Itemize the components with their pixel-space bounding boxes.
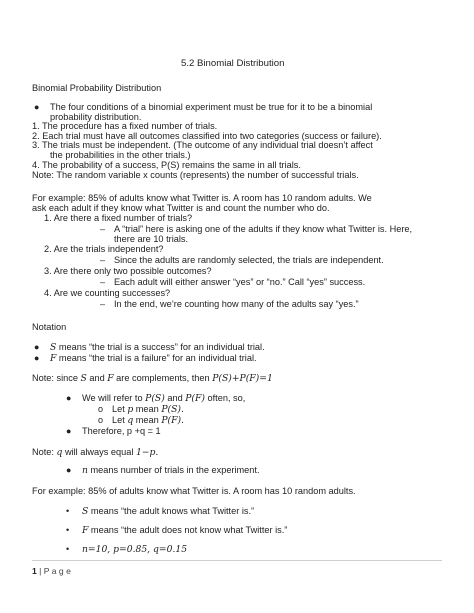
math-expr: P(S): [145, 393, 165, 404]
bullet-icon: ●: [34, 102, 40, 112]
condition-item: 4. The probability of a success, P(S) remains the same in all trials.: [32, 160, 301, 170]
math-var: S: [80, 373, 87, 384]
footer-divider: [32, 560, 442, 561]
circle-bullet-icon: o: [98, 415, 104, 425]
dash-icon: –: [100, 224, 106, 234]
let-p-line: [112, 404, 184, 415]
answer-text: Each adult will either answer “yes” or “no.” Call “yes” success.: [114, 277, 366, 287]
text: Let: [112, 415, 128, 425]
math-var: n: [82, 465, 88, 476]
text: will always equal: [62, 447, 136, 457]
footer-separator: |: [36, 566, 44, 576]
condition-item: 1. The procedure has a fixed number of trials.: [32, 121, 218, 131]
bullet-icon: ●: [66, 465, 72, 475]
text: means number of trials in the experiment.: [87, 465, 260, 475]
math-var: S: [82, 506, 89, 517]
notation-s-text: means “the trial is a success” for an individual trial.: [56, 342, 265, 352]
bullet-icon: ●: [66, 393, 72, 403]
note-text: Note: The random variable x counts (represents) the number of successful trials.: [32, 170, 359, 180]
circle-bullet-icon: o: [98, 404, 104, 414]
complement-note: [32, 373, 273, 384]
example-params: [82, 544, 187, 555]
intro-line: The four conditions of a binomial experiment must be true for it to be a binomial: [50, 102, 373, 112]
answer-text: A “trial” here is asking one of the adults if they know what Twitter is. Here,: [114, 224, 413, 234]
bullet-icon: ●: [34, 353, 40, 363]
notation-heading: Notation: [32, 322, 67, 332]
dash-icon: –: [100, 299, 106, 309]
text: We will refer to: [82, 393, 146, 403]
bullet-icon: •: [66, 544, 70, 554]
page-footer: [32, 566, 71, 576]
example-text: ask each adult if they know what Twitter is and count the number who do.: [32, 203, 330, 213]
answer-text: Since the adults are randomly selected, the trials are independent.: [114, 255, 384, 265]
section-heading: Binomial Probability Distribution: [32, 83, 162, 93]
let-q-line: [112, 415, 184, 426]
condition-item: the probabilities in the other trials.): [50, 150, 191, 160]
notation-s: [50, 342, 265, 353]
notation-f: [50, 353, 257, 364]
math-var: q: [56, 447, 63, 458]
question-item: 3. Are there only two possible outcomes?: [44, 266, 212, 276]
math-var: F: [50, 353, 57, 364]
question-item: 1. Are there a fixed number of trials?: [44, 213, 193, 223]
question-item: 4. Are we counting successes?: [44, 288, 171, 298]
page-number: 1: [32, 566, 37, 576]
refer-line: [82, 393, 245, 404]
text: mean: [133, 404, 162, 414]
text: means “the adult does not know what Twitter is.”: [88, 525, 288, 535]
condition-item: 3. The trials must be independent. (The outcome of any individual trial doesn’t affect: [32, 140, 373, 150]
math-expr: P(S).: [161, 404, 184, 415]
text: are complements, then: [113, 373, 213, 383]
text: and: [86, 373, 108, 383]
math-var: F: [82, 525, 89, 536]
math-expr: n=10, p=0.85, q=0.15: [82, 544, 188, 555]
condition-item: 2. Each trial must have all outcomes classified into two categories (success or failure).: [32, 131, 382, 141]
answer-text: there are 10 trials.: [114, 234, 189, 244]
text: Note:: [32, 447, 57, 457]
question-item: 2. Are the trials independent?: [44, 244, 164, 254]
notation-f-text: means “the trial is a failure” for an individual trial.: [56, 353, 257, 363]
text: and: [164, 393, 186, 403]
bullet-icon: •: [66, 525, 70, 535]
math-expr: P(F): [185, 393, 205, 404]
dash-icon: –: [100, 255, 106, 265]
math-expr: P(F).: [161, 415, 184, 426]
dash-icon: –: [100, 277, 106, 287]
math-expr: P(S)+P(F)=1: [212, 373, 273, 384]
q-note: [32, 447, 158, 458]
text: mean: [133, 415, 162, 425]
math-var: q: [127, 415, 134, 426]
example-s: [82, 506, 254, 517]
text: means “the adult knows what Twitter is.”: [88, 506, 255, 516]
math-var: F: [107, 373, 114, 384]
answer-text: In the end, we’re counting how many of the adults say “yes.”: [114, 299, 359, 309]
text: Note: since: [32, 373, 81, 383]
therefore-line: Therefore, p +q = 1: [82, 426, 161, 436]
example-f: [82, 525, 287, 536]
page-title: 5.2 Binomial Distribution: [181, 58, 285, 69]
intro-line: probability distribution.: [50, 112, 142, 122]
bullet-icon: •: [66, 506, 70, 516]
text: often, so,: [204, 393, 246, 403]
text: Let: [112, 404, 128, 414]
example-text: For example: 85% of adults know what Twitter is. A room has 10 random adults.: [32, 486, 356, 496]
math-var: S: [50, 342, 57, 353]
footer-label: P a g e: [43, 566, 71, 576]
bullet-icon: ●: [66, 426, 72, 436]
example-text: For example: 85% of adults know what Twitter is. A room has 10 random adults. We: [32, 193, 372, 203]
math-var: p: [127, 404, 134, 415]
n-definition: [82, 465, 260, 476]
math-expr: 1−p.: [135, 447, 159, 458]
bullet-icon: ●: [34, 342, 40, 352]
